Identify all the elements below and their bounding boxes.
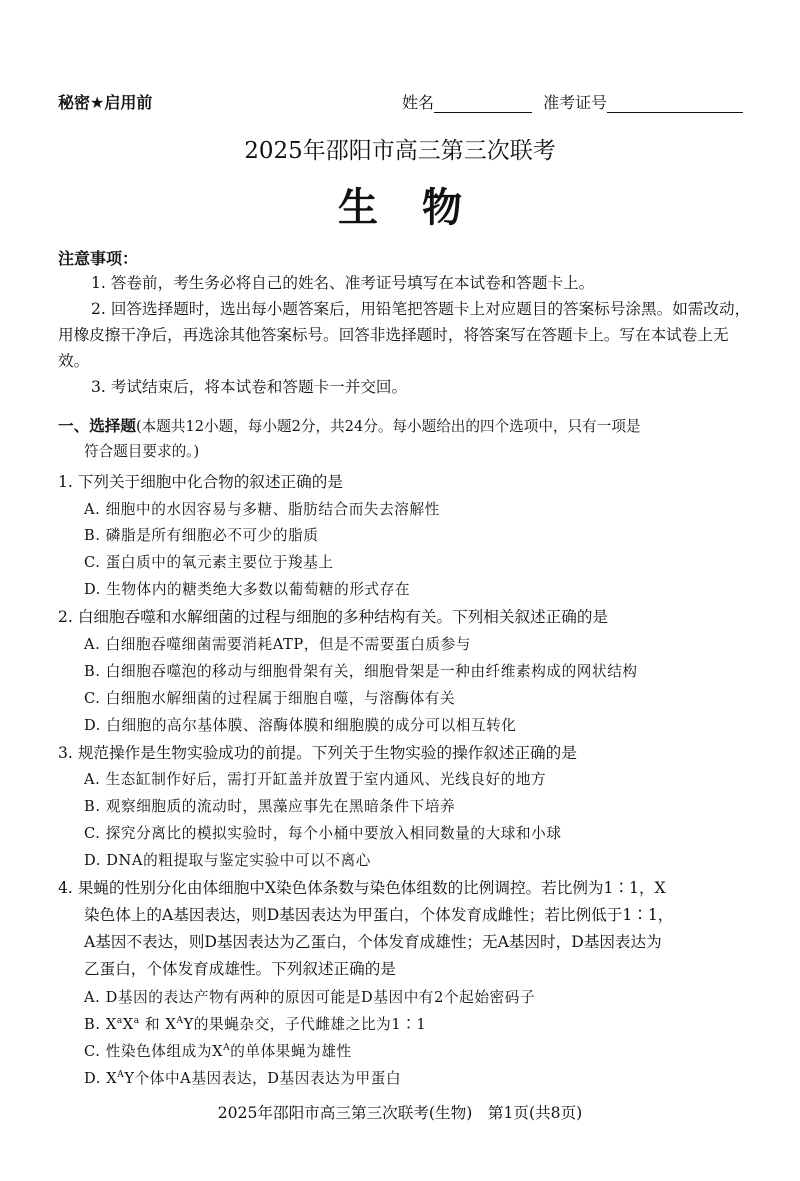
name-blank — [434, 95, 532, 113]
question-1-stem: 1. 下列关于细胞中化合物的叙述正确的是 — [58, 473, 343, 491]
q4-option-b: B. $X^aX^a$ 和 $X^AY$的果蝇杂交，子代雌雄之比为1∶1 — [84, 1016, 427, 1033]
q3-option-b: B. 观察细胞质的流动时，黑藻应事先在黑暗条件下培养 — [84, 798, 456, 815]
q1-option-d: D. 生物体内的糖类绝大多数以葡萄糖的形式存在 — [84, 581, 411, 598]
id-blank — [607, 95, 743, 113]
q2-option-b: B. 白细胞吞噬泡的移动与细胞骨架有关，细胞骨架是一种由纤维素构成的网状结构 — [84, 663, 638, 680]
note-item: 2. 回答选择题时，选出每小题答案后，用铅笔把答题卡上对应题目的答案标号涂黑。如需改动，用橡皮擦干净后，再选涂其他答案标号。回答非选择题时，将答案写在答题卡上。写在本试卷上无效。 — [58, 300, 751, 370]
question-4-stem-line: 4. 果蝇的性别分化由体细胞中X染色体条数与染色体组数的比例调控。若比例为1∶1，X — [58, 879, 666, 897]
q4-option-c: C. 性染色体组成为$X^A$的单体果蝇为雄性 — [84, 1043, 352, 1060]
exam-title: 2025年邵阳市高三第三次联考 — [244, 138, 556, 164]
q3-option-a: A. 生态缸制作好后，需打开缸盖并放置于室内通风、光线良好的地方 — [84, 771, 547, 788]
name-label: 姓名 — [402, 93, 435, 112]
question-4-stem-line: 乙蛋白，个体发育成雄性。下列叙述正确的是 — [84, 960, 396, 978]
question-4-stem-line: A基因不表达，则D基因表达为乙蛋白，个体发育成雄性；无A基因时，D基因表达为 — [84, 933, 662, 951]
q2-option-a: A. 白细胞吞噬细菌需要消耗ATP，但是不需要蛋白质参与 — [84, 636, 471, 653]
q1-option-b: B. 磷脂是所有细胞必不可少的脂质 — [84, 527, 319, 544]
note-item: 1. 答卷前，考生务必将自己的姓名、准考证号填写在本试卷和答题卡上。 — [91, 274, 595, 292]
question-4-stem-line: 染色体上的A基因表达，则D基因表达为甲蛋白，个体发育成雌性；若比例低于1∶1， — [84, 906, 674, 924]
note-item: 3. 考试结束后，将本试卷和答题卡一并交回。 — [91, 378, 408, 396]
q1-option-a: A. 细胞中的水因容易与多糖、脂肪结合而失去溶解性 — [84, 501, 440, 518]
question-2-stem: 2. 白细胞吞噬和水解细菌的过程与细胞的多种结构有关。下列相关叙述正确的是 — [58, 608, 609, 626]
confidential-label: 秘密★启用前 — [58, 93, 153, 112]
section-title: 一、选择题 — [58, 417, 136, 435]
page-footer: 2025年邵阳市高三第三次联考(生物) 第1页(共8页) — [217, 1104, 583, 1122]
notes-title: 注意事项： — [58, 249, 139, 268]
subject-title: 生物 — [338, 185, 506, 231]
q4-option-a: A. D基因的表达产物有两种的原因可能是D基因中有2个起始密码子 — [84, 989, 536, 1006]
q3-option-c: C. 探究分离比的模拟实验时，每个小桶中要放入相同数量的大球和小球 — [84, 825, 562, 842]
q1-option-c: C. 蛋白质中的氧元素主要位于羧基上 — [84, 554, 334, 571]
section-heading — [58, 414, 641, 436]
question-3-stem: 3. 规范操作是生物实验成功的前提。下列关于生物实验的操作叙述正确的是 — [58, 744, 577, 762]
section-desc-cont: 符合题目要求的。) — [84, 443, 200, 460]
section-desc: (本题共12小题，每小题2分，共24分。每小题给出的四个选项中，只有一项是 — [135, 418, 641, 435]
q4-option-d: D. $X^AY$个体中A基因表达，D基因表达为甲蛋白 — [84, 1070, 402, 1087]
q2-option-c: C. 白细胞水解细菌的过程属于细胞自噬，与溶酶体有关 — [84, 690, 456, 707]
id-label: 准考证号 — [543, 93, 608, 112]
candidate-info — [402, 90, 743, 113]
q3-option-d: D. DNA的粗提取与鉴定实验中可以不离心 — [84, 852, 371, 869]
q2-option-d: D. 白细胞的高尔基体膜、溶酶体膜和细胞膜的成分可以相互转化 — [84, 717, 517, 734]
